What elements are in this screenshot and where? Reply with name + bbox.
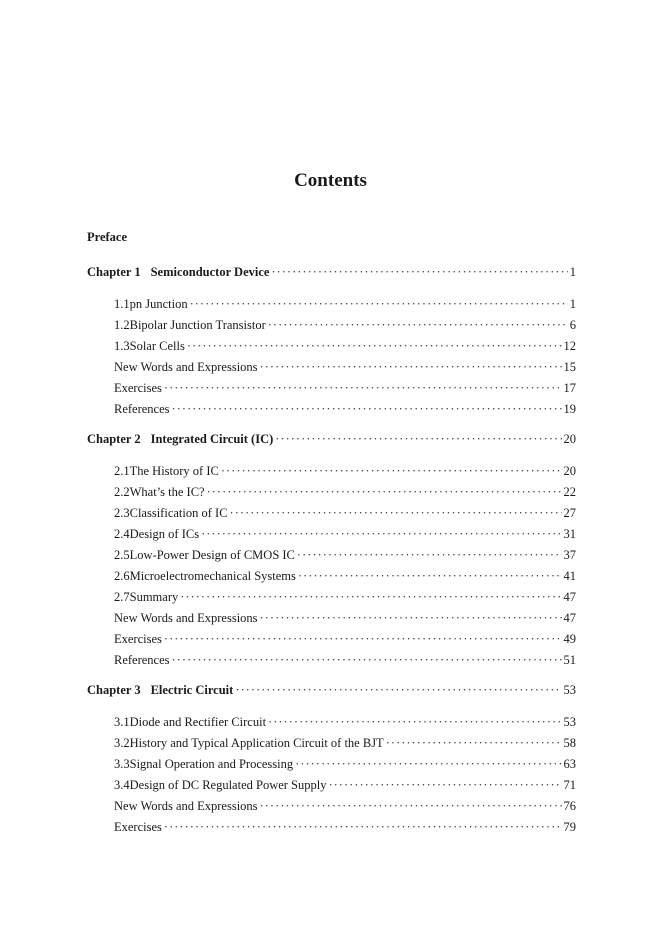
page-number: 71 — [563, 778, 576, 792]
dot-leader — [268, 712, 561, 733]
toc-entry[interactable] — [87, 315, 576, 336]
dot-leader — [386, 733, 562, 754]
chapter-title: Integrated Circuit (IC) — [150, 432, 274, 446]
chapter-number: Chapter 3 — [87, 683, 141, 697]
section-title: Exercises — [114, 381, 162, 395]
page-number: 20 — [563, 432, 576, 446]
page-number: 37 — [563, 548, 576, 562]
dot-leader — [180, 587, 561, 608]
dot-leader — [187, 336, 562, 357]
section-title: Exercises — [114, 820, 162, 834]
page-number: 79 — [563, 820, 576, 834]
toc-chapter-block — [87, 263, 576, 420]
table-of-contents — [87, 228, 576, 848]
section-title: Low-Power Design of CMOS IC — [129, 548, 295, 562]
toc-entry[interactable] — [87, 817, 576, 838]
dot-leader — [172, 399, 562, 420]
section-number: 2.6 — [114, 569, 130, 583]
section-title: References — [114, 653, 170, 667]
toc-entry[interactable] — [87, 399, 576, 420]
section-number: 2.2 — [114, 485, 130, 499]
page-number: 1 — [569, 265, 576, 279]
page-number: 20 — [563, 464, 576, 478]
toc-chapters — [87, 263, 576, 838]
dot-leader — [201, 524, 561, 545]
section-number: 2.4 — [114, 527, 130, 541]
section-number: 2.7 — [114, 590, 130, 604]
toc-entry[interactable] — [87, 524, 576, 545]
toc-chapter-entry[interactable] — [87, 430, 576, 449]
section-title: Design of ICs — [129, 527, 200, 541]
dot-leader — [328, 775, 561, 796]
page-number: 63 — [563, 757, 576, 771]
section-title: New Words and Expressions — [114, 360, 258, 374]
dot-leader — [275, 430, 561, 449]
toc-chapter-block — [87, 430, 576, 671]
chapter-title: Electric Circuit — [150, 683, 234, 697]
section-title: Diode and Rectifier Circuit — [129, 715, 267, 729]
page-number: 47 — [563, 590, 576, 604]
section-number: 1.2 — [114, 318, 130, 332]
page-number: 58 — [563, 736, 576, 750]
toc-chapter-block — [87, 681, 576, 838]
section-title: New Words and Expressions — [114, 799, 258, 813]
page-number: 41 — [563, 569, 576, 583]
dot-leader — [230, 503, 562, 524]
section-title: Signal Operation and Processing — [129, 757, 294, 771]
toc-entry[interactable] — [87, 754, 576, 775]
dot-leader — [260, 608, 562, 629]
dot-leader — [268, 315, 568, 336]
section-title: References — [114, 402, 170, 416]
page-number: 17 — [563, 381, 576, 395]
toc-preface[interactable]: Preface — [87, 230, 128, 244]
page-number: 51 — [563, 653, 576, 667]
dot-leader — [295, 754, 561, 775]
chapter-number: Chapter 2 — [87, 432, 141, 446]
section-title: The History of IC — [129, 464, 219, 478]
section-number: 3.4 — [114, 778, 130, 792]
toc-entry[interactable] — [87, 545, 576, 566]
page-number: 47 — [563, 611, 576, 625]
dot-leader — [271, 263, 567, 282]
page-number: 12 — [563, 339, 576, 353]
toc-entry[interactable] — [87, 775, 576, 796]
page-number: 53 — [563, 683, 576, 697]
toc-entry[interactable] — [87, 336, 576, 357]
section-title: pn Junction — [129, 297, 188, 311]
toc-entry[interactable] — [87, 796, 576, 817]
section-title: Exercises — [114, 632, 162, 646]
section-number: 3.1 — [114, 715, 130, 729]
section-title: Solar Cells — [129, 339, 185, 353]
chapter-number: Chapter 1 — [87, 265, 141, 279]
page-number: 27 — [563, 506, 576, 520]
dot-leader — [164, 378, 562, 399]
section-title: Microelectromechanical Systems — [129, 569, 296, 583]
toc-entry[interactable] — [87, 378, 576, 399]
page-title: Contents — [294, 170, 367, 191]
section-number: 3.2 — [114, 736, 130, 750]
toc-entry[interactable] — [87, 503, 576, 524]
section-number: 3.3 — [114, 757, 130, 771]
page-number: 15 — [563, 360, 576, 374]
page-number: 31 — [563, 527, 576, 541]
section-number: 2.5 — [114, 548, 130, 562]
toc-entry[interactable] — [87, 482, 576, 503]
page-number: 22 — [563, 485, 576, 499]
chapter-title: Semiconductor Device — [150, 265, 270, 279]
toc-entry[interactable] — [87, 587, 576, 608]
section-title: Bipolar Junction Transistor — [129, 318, 266, 332]
dot-leader — [221, 461, 562, 482]
dot-leader — [164, 629, 562, 650]
toc-entry[interactable] — [87, 650, 576, 671]
toc-chapter-entry[interactable] — [87, 263, 576, 282]
dot-leader — [207, 482, 562, 503]
section-number: 1.3 — [114, 339, 130, 353]
dot-leader — [190, 294, 568, 315]
toc-entry[interactable] — [87, 712, 576, 733]
page-number: 76 — [563, 799, 576, 813]
section-title: Classification of IC — [129, 506, 228, 520]
page-number: 6 — [569, 318, 576, 332]
section-title: What’s the IC? — [129, 485, 205, 499]
dot-leader — [260, 357, 562, 378]
section-number: 2.3 — [114, 506, 130, 520]
section-number: 1.1 — [114, 297, 130, 311]
toc-entry[interactable] — [87, 608, 576, 629]
toc-entry[interactable] — [87, 629, 576, 650]
dot-leader — [235, 681, 561, 700]
dot-leader — [297, 545, 562, 566]
dot-leader — [172, 650, 562, 671]
toc-entry[interactable] — [87, 566, 576, 587]
page-number: 19 — [563, 402, 576, 416]
page-number: 49 — [563, 632, 576, 646]
toc-entry[interactable] — [87, 357, 576, 378]
dot-leader — [298, 566, 562, 587]
page-number: 53 — [563, 715, 576, 729]
toc-entry[interactable] — [87, 294, 576, 315]
section-title: New Words and Expressions — [114, 611, 258, 625]
section-title: Design of DC Regulated Power Supply — [129, 778, 327, 792]
section-title: Summary — [129, 590, 179, 604]
section-number: 2.1 — [114, 464, 130, 478]
dot-leader — [260, 796, 562, 817]
section-title: History and Typical Application Circuit of the BJT — [129, 736, 384, 750]
toc-entry[interactable] — [87, 461, 576, 482]
dot-leader — [164, 817, 562, 838]
toc-chapter-entry[interactable] — [87, 681, 576, 700]
toc-entry[interactable] — [87, 733, 576, 754]
page-number: 1 — [569, 297, 576, 311]
